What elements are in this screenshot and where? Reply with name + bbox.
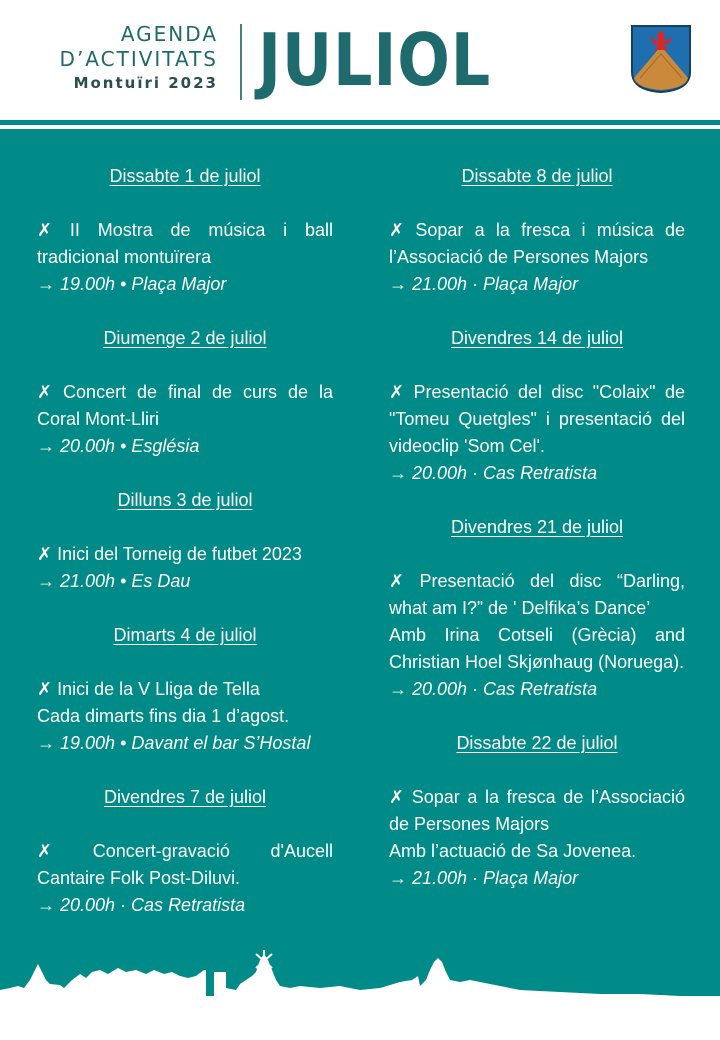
event-title: ✗ II Mostra de música i ball tradicional montuïrera [37, 220, 333, 267]
header-agenda: AGENDA [120, 22, 218, 46]
event-body [389, 784, 685, 892]
event-title: ✗ Inici de la V Lliga de Tella [37, 679, 260, 699]
event-title: ✗ Presentació del disc "Colaix" de "Tomeu Quetgles" i presentació del videoclip 'Som Cel'. [389, 382, 685, 456]
event-title: ✗ Inici del Torneig de futbet 2023 [37, 544, 302, 564]
event-body [37, 379, 333, 460]
event-title: ✗ Sopar a la fresca de l’Associació de Persones Majors [389, 787, 685, 834]
event-detail: Amb l’actuació de Sa Jovenea. [389, 841, 637, 861]
month-title: JULIOL [258, 18, 492, 102]
event-body [37, 541, 333, 595]
right-column [389, 163, 685, 919]
event-block [37, 622, 333, 757]
event-day: Divendres 14 de juliol [450, 328, 624, 348]
event-body [37, 676, 333, 757]
event-time: → 20.00h · Cas Retratista [389, 463, 598, 483]
event-day: Dissabte 1 de juliol [109, 166, 261, 186]
header-activitats: D’ACTIVITATS [59, 47, 218, 71]
header-title-block [60, 22, 218, 94]
event-day: Divendres 21 de juliol [450, 517, 624, 537]
event-title: ✗ Concert-gravació d'Aucell Cantaire Folk Post-Diluvi. [37, 841, 333, 888]
event-time: → 19.00h • Plaça Major [37, 274, 227, 294]
event-block [37, 163, 333, 298]
left-column [37, 163, 333, 946]
event-day: Dissabte 22 de juliol [456, 733, 618, 753]
event-block [389, 325, 685, 487]
event-title: ✗ Sopar a la fresca i música de l’Associació de Persones Majors [389, 220, 685, 267]
event-body [37, 838, 333, 919]
town-skyline-icon [0, 950, 720, 1040]
event-time: → 20.00h · Cas Retratista [389, 679, 598, 699]
event-body [389, 217, 685, 298]
event-body [37, 217, 333, 298]
event-block [389, 514, 685, 703]
event-block [37, 325, 333, 460]
event-title: ✗ Presentació del disc “Darling, what am I?” de ' Delfika’s Dance’ [389, 571, 685, 618]
event-body [389, 379, 685, 487]
event-day: Dissabte 8 de juliol [461, 166, 613, 186]
event-day: Diumenge 2 de juliol [103, 328, 267, 348]
event-time: → 20.00h • Església [37, 436, 200, 456]
event-block [389, 163, 685, 298]
event-time: → 21.00h • Es Dau [37, 571, 191, 591]
event-day: Dimarts 4 de juliol [113, 625, 257, 645]
event-time: → 21.00h · Plaça Major [389, 868, 579, 888]
event-body [389, 568, 685, 703]
event-time: → 21.00h · Plaça Major [389, 274, 579, 294]
event-block [37, 487, 333, 595]
page-header [0, 0, 720, 118]
town-crest-icon [630, 24, 692, 94]
event-detail: Amb Irina Cotseli (Grècia) and Christian Hoel Skjønhaug (Noruega). [389, 625, 685, 672]
header-rule [0, 120, 720, 125]
event-day: Dilluns 3 de juliol [117, 490, 253, 510]
event-block [37, 784, 333, 919]
event-detail: Cada dimarts fins dia 1 d’agost. [37, 706, 290, 726]
header-divider [240, 24, 242, 100]
event-title: ✗ Concert de final de curs de la Coral Mont-Lliri [37, 382, 333, 429]
event-block [389, 730, 685, 892]
header-town-year: Montuïri 2023 [73, 74, 218, 92]
event-time: → 19.00h • Davant el bar S’Hostal [37, 733, 311, 753]
event-time: → 20.00h · Cas Retratista [37, 895, 246, 915]
event-day: Divendres 7 de juliol [103, 787, 267, 807]
